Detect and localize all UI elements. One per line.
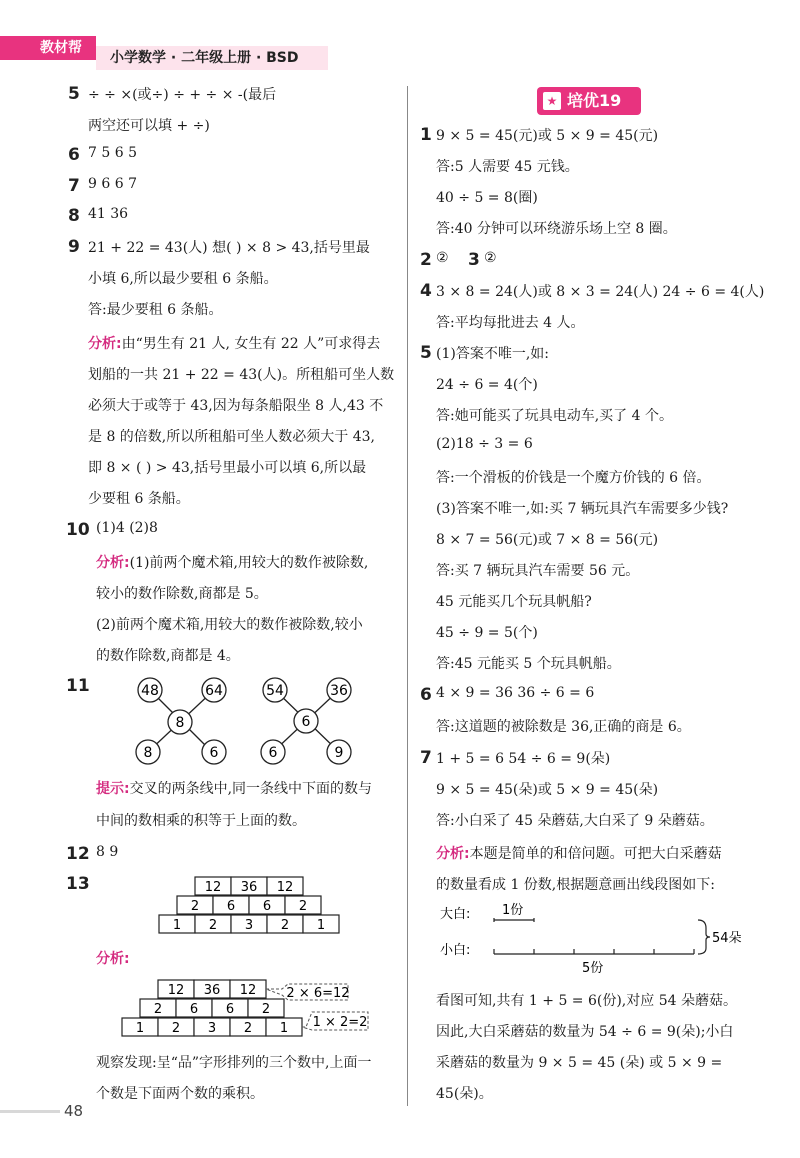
q13-analysis-label: 分析: [96,951,130,967]
q9-analysis-line4: 是 8 的倍数,所以所租船可坐人数必须大于 43, [88,429,375,445]
seg-total: 54朵 [712,931,742,946]
r-q5-line6: (3)答案不唯一,如:买 7 辆玩具汽车需要多少钱? [436,501,729,517]
q8-number: 8 [68,206,80,226]
column-divider [407,86,408,1106]
p2-r1-c3: 12 [239,983,257,998]
r-q1-line3: 40 ÷ 5 = 8(圈) [436,190,538,206]
q8-answer: 41 36 [88,206,129,222]
r-q7-analysis-line5: 采蘑菇的数量为 9 × 5 = 45 (朵) 或 5 × 9 = [436,1055,723,1071]
q9-line2: 小填 6,所以最少要租 6 条船。 [88,271,278,287]
q9-answer: 答:最少要租 6 条船。 [88,302,223,318]
d1-bottom-right: 6 [209,745,219,761]
q11-number: 11 [66,676,90,696]
header-title: 小学数学 · 二年级上册 · BSD [96,46,328,70]
q9-analysis-line1: 由“男生有 21 人, 女生有 22 人”可求得去 [121,336,381,352]
q11-hint-label: 提示: [96,781,130,797]
r-q5-line10: 45 ÷ 9 = 5(个) [436,625,538,641]
q5-line1: ÷ ÷ ×(或÷) ÷ + ÷ × -(最后 [88,87,277,103]
d2-bottom-left: 6 [268,745,278,761]
p2-r2-c4: 2 [261,1002,271,1017]
q9-line1: 21 + 22 = 43(人) 想( ) × 8 > 43,括号里最 [88,240,370,256]
p1-r1-c3: 12 [276,880,294,895]
p1-r3-c5: 1 [316,918,326,933]
seg-one-part: 1份 [502,903,524,918]
q13-observation-line2: 个数是下面两个数的乘积。 [96,1086,264,1102]
q10-number: 10 [66,520,90,540]
r-q5-line9: 45 元能买几个玩具帆船? [436,594,592,610]
q11-cross-diagrams [120,674,380,774]
q13-number: 13 [66,874,90,894]
r-q6-line1: 4 × 9 = 36 36 ÷ 6 = 6 [436,685,595,701]
q5-number: 5 [68,84,80,104]
q11-hint-line1: 交叉的两条线中,同一条线中下面的数与 [129,781,373,797]
r-q4-line1: 3 × 8 = 24(人)或 8 × 3 = 24(人) 24 ÷ 6 = 4(人) [436,284,765,300]
r-q5-line5: 答:一个滑板的价钱是一个魔方价钱的 6 倍。 [436,470,711,486]
q7-number: 7 [68,176,80,196]
p2-r1-c1: 12 [167,983,185,998]
p2-r3-c3: 3 [207,1021,217,1036]
section-badge [537,87,641,115]
r-q5-line7: 8 × 7 = 56(元)或 7 × 8 = 56(元) [436,532,659,548]
q13-note-2: 1 × 2=2 [312,1015,368,1030]
p1-r3-c2: 2 [208,918,218,933]
r-q5-line11: 答:45 元能买 5 个玩具帆船。 [436,656,621,672]
d2-bottom-right: 9 [334,745,344,761]
r-q6-line2: 答:这道题的被除数是 36,正确的商是 6。 [436,719,691,735]
q12-answer: 8 9 [96,844,119,860]
p1-r3-c3: 3 [244,918,254,933]
r-q4-number: 4 [420,281,432,301]
p1-r2-c1: 2 [190,899,200,914]
r-q1-line4: 答:40 分钟可以环绕游乐场上空 8 圈。 [436,221,677,237]
q10-analysis-line4: 的数作除数,商都是 4。 [96,648,240,664]
d2-top-right: 36 [330,683,348,699]
q5-line2: 两空还可以填 + ÷) [88,118,210,134]
d2-center: 6 [301,714,311,730]
p2-r1-c2: 36 [203,983,221,998]
r-q7-analysis-label: 分析: [436,846,470,862]
p1-r2-c2: 6 [226,899,236,914]
page-number: 48 [64,1102,84,1120]
seg-small-label: 小白: [440,943,471,958]
d1-bottom-left: 8 [143,745,153,761]
q13-pyramid [150,876,350,936]
r-q3-number: 3 [468,250,480,270]
p2-r2-c1: 2 [153,1002,163,1017]
q13-pyramid-annotated [110,978,380,1040]
q13-observation-line1: 观察发现:呈“品”字形排列的三个数中,上面一 [96,1055,372,1071]
q10-analysis-label: 分析: [96,555,130,571]
q6-answer: 7 5 6 5 [88,145,137,161]
q9-analysis-line5: 即 8 × ( ) > 43,括号里最小可以填 6,所以最 [88,460,367,476]
r-q1-number: 1 [420,125,432,145]
r-q7-analysis-line2: 的数量看成 1 份数,根据题意画出线段图如下: [436,877,715,893]
r-q7-number: 7 [420,748,432,768]
r-q5-line8: 答:买 7 辆玩具汽车需要 56 元。 [436,563,640,579]
r-q5-line3: 答:她可能买了玩具电动车,买了 4 个。 [436,408,673,424]
p1-r1-c1: 12 [204,880,222,895]
d1-top-left: 48 [141,683,159,699]
star-icon: ★ [543,92,561,110]
p2-r3-c5: 1 [279,1021,289,1036]
p1-r2-c3: 6 [262,899,272,914]
q9-analysis-line6: 少要租 6 条船。 [88,491,190,507]
q13-note-1: 2 × 6=12 [286,986,350,1001]
section-title: 培优19 [567,91,622,110]
header-badge: 教材帮 [0,36,96,60]
d2-top-left: 54 [266,683,284,699]
q7-answer: 9 6 6 7 [88,176,137,192]
r-q7-analysis-line1: 本题是简单的和倍问题。可把大白采蘑菇 [469,846,722,862]
p2-r3-c2: 2 [171,1021,181,1036]
r-q7-segment-diagram [436,898,756,978]
q10-analysis-line2: 较小的数作除数,商都是 5。 [96,586,268,602]
q11-hint-line2: 中间的数相乘的积等于上面的数。 [96,813,306,829]
r-q3-answer: ② [484,250,497,266]
page-footer-bar [0,1110,60,1113]
r-q5-line2: 24 ÷ 6 = 4(个) [436,377,538,393]
q9-analysis-line2: 划船的一共 21 + 22 = 43(人)。所租船可坐人数 [88,367,395,383]
r-q2-number: 2 [420,250,432,270]
q10-analysis-line1: (1)前两个魔术箱,用较大的数作被除数, [129,555,369,571]
p2-r2-c2: 6 [189,1002,199,1017]
r-q6-number: 6 [420,685,432,705]
p1-r3-c1: 1 [172,918,182,933]
r-q7-analysis-line4: 因此,大白采蘑菇的数量为 54 ÷ 6 = 9(朵);小白 [436,1024,734,1040]
r-q7-analysis-line6: 45(朵)。 [436,1086,493,1102]
p1-r2-c4: 2 [298,899,308,914]
q9-analysis-label: 分析: [88,336,122,352]
r-q7-line3: 答:小白采了 45 朵蘑菇,大白采了 9 朵蘑菇。 [436,813,714,829]
r-q7-analysis-line3: 看图可知,共有 1 + 5 = 6(份),对应 54 朵蘑菇。 [436,993,737,1009]
q10-answer: (1)4 (2)8 [96,520,158,536]
p1-r3-c4: 2 [280,918,290,933]
d1-center: 8 [175,715,185,731]
r-q1-line1: 9 × 5 = 45(元)或 5 × 9 = 45(元) [436,128,659,144]
p2-r2-c3: 6 [225,1002,235,1017]
r-q5-line4: (2)18 ÷ 3 = 6 [436,436,533,452]
d1-top-right: 64 [205,683,223,699]
seg-big-label: 大白: [440,907,471,922]
seg-five-parts: 5份 [582,961,604,976]
r-q5-number: 5 [420,343,432,363]
q9-analysis-line3: 必须大于或等于 43,因为每条船限坐 8 人,43 不 [88,398,384,414]
r-q7-line1: 1 + 5 = 6 54 ÷ 6 = 9(朵) [436,751,611,767]
p2-r3-c1: 1 [135,1021,145,1036]
r-q5-line1: (1)答案不唯一,如: [436,346,549,362]
r-q4-line2: 答:平均每批进去 4 人。 [436,315,585,331]
p1-r1-c2: 36 [240,880,258,895]
p2-r3-c4: 2 [243,1021,253,1036]
q12-number: 12 [66,844,90,864]
q10-analysis-line3: (2)前两个魔术箱,用较大的数作被除数,较小 [96,617,363,633]
r-q2-answer: ② [436,250,449,266]
r-q7-line2: 9 × 5 = 45(朵)或 5 × 9 = 45(朵) [436,782,659,798]
q11-diagram-1 [136,678,226,764]
q11-diagram-2 [261,678,351,764]
q9-number: 9 [68,237,80,257]
r-q1-line2: 答:5 人需要 45 元钱。 [436,159,579,175]
q6-number: 6 [68,145,80,165]
